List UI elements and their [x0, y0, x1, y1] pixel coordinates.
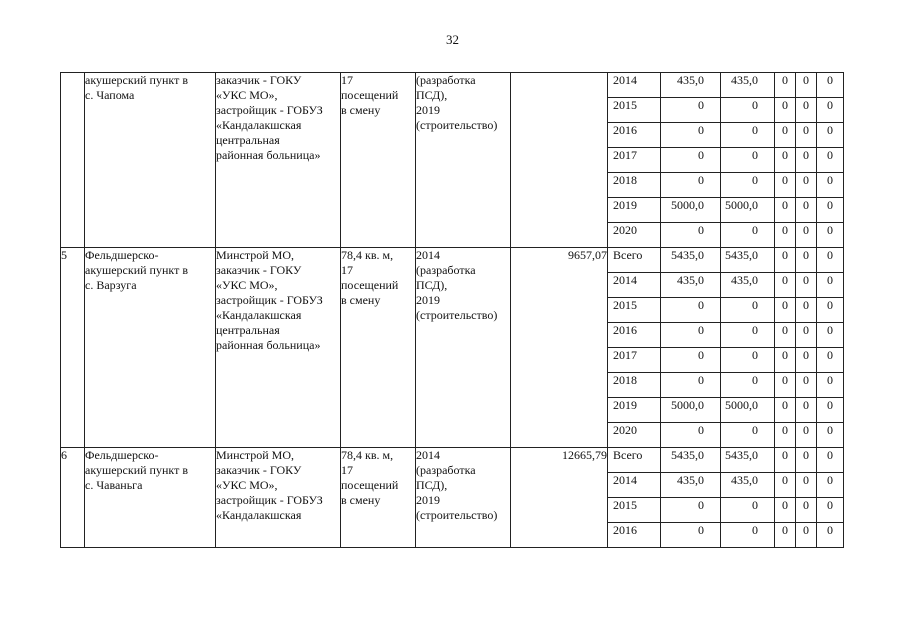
amount-cell: 0: [817, 373, 844, 398]
capacity-cell-text: 78,4 кв. м, 17 посещений в смену: [341, 448, 399, 507]
amount-cell: 5435,0: [721, 248, 775, 273]
cost-cell: [511, 73, 608, 248]
amount-cell: 0: [775, 223, 796, 248]
amount-cell: 435,0: [661, 73, 721, 98]
amount-cell: 0: [775, 273, 796, 298]
amount-cell: 0: [775, 173, 796, 198]
amount-cell: 0: [721, 223, 775, 248]
customer-cell-text: Минстрой МО, заказчик - ГОКУ «УКС МО», застройщик - ГОБУЗ «Кандалакшская центральная районная больница»: [216, 248, 323, 352]
amount-cell: 0: [796, 423, 817, 448]
customer-cell-text: Минстрой МО, заказчик - ГОКУ «УКС МО», застройщик - ГОБУЗ «Кандалакшская: [216, 448, 323, 522]
amount-cell: 0: [796, 148, 817, 173]
row-number: [61, 448, 85, 548]
amount-cell: 0: [817, 273, 844, 298]
amount-cell: 0: [721, 348, 775, 373]
year-cell: Всего: [608, 248, 661, 273]
amount-cell: 0: [775, 498, 796, 523]
amount-cell: 0: [661, 98, 721, 123]
amount-cell: 0: [817, 173, 844, 198]
amount-cell: 0: [796, 173, 817, 198]
amount-cell: 0: [661, 323, 721, 348]
year-cell: 2015: [608, 498, 661, 523]
amount-cell: 435,0: [721, 473, 775, 498]
amount-cell: 0: [796, 248, 817, 273]
year-cell: 2014: [608, 473, 661, 498]
table-row: [61, 448, 844, 473]
amount-cell: 0: [661, 298, 721, 323]
amount-cell: 0: [721, 148, 775, 173]
cost-cell: [511, 248, 608, 448]
amount-cell: 0: [721, 123, 775, 148]
amount-cell: 0: [721, 498, 775, 523]
amount-cell: 0: [775, 398, 796, 423]
amount-cell: 0: [817, 198, 844, 223]
amount-cell: 0: [721, 423, 775, 448]
amount-cell: 435,0: [721, 273, 775, 298]
amount-cell: 0: [775, 373, 796, 398]
year-cell: 2014: [608, 73, 661, 98]
amount-cell: 0: [721, 523, 775, 548]
period-cell: [416, 448, 511, 548]
amount-cell: 435,0: [661, 473, 721, 498]
customer-cell-text: заказчик - ГОКУ «УКС МО», застройщик - ГОБУЗ «Кандалакшская центральная районная больница»: [216, 73, 323, 162]
amount-cell: 0: [721, 173, 775, 198]
amount-cell: 0: [796, 198, 817, 223]
year-cell: 2020: [608, 423, 661, 448]
amount-cell: 0: [796, 298, 817, 323]
amount-cell: 0: [661, 523, 721, 548]
year-cell: 2019: [608, 398, 661, 423]
amount-cell: 0: [775, 98, 796, 123]
period-cell: [416, 248, 511, 448]
row-number: [61, 73, 85, 248]
amount-cell: 0: [775, 523, 796, 548]
amount-cell: 0: [817, 348, 844, 373]
cost-cell-text: 12665,79: [562, 448, 607, 462]
amount-cell: 5435,0: [661, 448, 721, 473]
amount-cell: 0: [775, 323, 796, 348]
amount-cell: 0: [796, 498, 817, 523]
amount-cell: 0: [775, 448, 796, 473]
capacity-cell-text: 17 посещений в смену: [341, 73, 399, 117]
amount-cell: 0: [796, 223, 817, 248]
customer-cell: [216, 448, 341, 548]
year-cell: 2015: [608, 298, 661, 323]
amount-cell: 0: [661, 173, 721, 198]
amount-cell: 0: [796, 373, 817, 398]
amount-cell: 0: [721, 98, 775, 123]
amount-cell: 0: [817, 498, 844, 523]
capacity-cell: [341, 448, 416, 548]
customer-cell: [216, 73, 341, 248]
amount-cell: 0: [775, 348, 796, 373]
amount-cell: 0: [817, 523, 844, 548]
amount-cell: 0: [817, 148, 844, 173]
amount-cell: 0: [817, 248, 844, 273]
year-cell: 2016: [608, 523, 661, 548]
period-cell-text: 2014 (разработка ПСД), 2019 (строительство): [416, 248, 498, 322]
amount-cell: 0: [775, 123, 796, 148]
amount-cell: 0: [721, 373, 775, 398]
period-cell: [416, 73, 511, 248]
amount-cell: 0: [796, 348, 817, 373]
year-cell: 2018: [608, 173, 661, 198]
investment-table: [60, 72, 844, 548]
amount-cell: 0: [817, 448, 844, 473]
amount-cell: 0: [721, 323, 775, 348]
year-cell: Всего: [608, 448, 661, 473]
amount-cell: 0: [796, 448, 817, 473]
year-cell: 2016: [608, 123, 661, 148]
year-cell: 2020: [608, 223, 661, 248]
year-cell: 2016: [608, 323, 661, 348]
amount-cell: 0: [796, 273, 817, 298]
amount-cell: 0: [796, 323, 817, 348]
table-row: [61, 248, 844, 273]
amount-cell: 0: [775, 473, 796, 498]
period-cell-text: 2014 (разработка ПСД), 2019 (строительство): [416, 448, 498, 522]
amount-cell: 0: [817, 73, 844, 98]
amount-cell: 0: [817, 223, 844, 248]
amount-cell: 0: [817, 473, 844, 498]
year-cell: 2018: [608, 373, 661, 398]
amount-cell: 435,0: [661, 273, 721, 298]
amount-cell: 0: [775, 198, 796, 223]
year-cell: 2014: [608, 273, 661, 298]
year-cell: 2019: [608, 198, 661, 223]
amount-cell: 0: [775, 298, 796, 323]
row-number-text: 5: [61, 248, 67, 262]
customer-cell: [216, 248, 341, 448]
amount-cell: 5000,0: [721, 198, 775, 223]
cost-cell-text: 9657,07: [568, 248, 607, 262]
amount-cell: 0: [661, 373, 721, 398]
amount-cell: 0: [796, 523, 817, 548]
capacity-cell-text: 78,4 кв. м, 17 посещений в смену: [341, 248, 399, 307]
amount-cell: 0: [796, 73, 817, 98]
amount-cell: 0: [775, 73, 796, 98]
amount-cell: 0: [661, 348, 721, 373]
amount-cell: 5000,0: [721, 398, 775, 423]
amount-cell: 0: [775, 248, 796, 273]
amount-cell: 5000,0: [661, 398, 721, 423]
object-name-text: Фельдшерско- акушерский пункт в с. Чаваньга: [85, 448, 188, 492]
amount-cell: 0: [661, 223, 721, 248]
amount-cell: 0: [661, 498, 721, 523]
amount-cell: 0: [661, 423, 721, 448]
amount-cell: 0: [817, 423, 844, 448]
amount-cell: 0: [817, 123, 844, 148]
cost-cell: [511, 448, 608, 548]
page-number: 32: [446, 32, 459, 47]
capacity-cell: [341, 73, 416, 248]
amount-cell: 0: [817, 98, 844, 123]
row-number-text: 6: [61, 448, 67, 462]
amount-cell: 0: [661, 123, 721, 148]
year-cell: 2017: [608, 148, 661, 173]
table-row: [61, 73, 844, 98]
period-cell-text: (разработка ПСД), 2019 (строительство): [416, 73, 498, 132]
year-cell: 2017: [608, 348, 661, 373]
object-name-text: акушерский пункт в с. Чапома: [85, 73, 188, 102]
amount-cell: 5435,0: [721, 448, 775, 473]
capacity-cell: [341, 248, 416, 448]
object-name: [85, 248, 216, 448]
object-name-text: Фельдшерско- акушерский пункт в с. Варзуга: [85, 248, 188, 292]
object-name: [85, 448, 216, 548]
amount-cell: 0: [661, 148, 721, 173]
amount-cell: 0: [721, 298, 775, 323]
amount-cell: 0: [817, 398, 844, 423]
amount-cell: 5435,0: [661, 248, 721, 273]
amount-cell: 5000,0: [661, 198, 721, 223]
amount-cell: 0: [817, 323, 844, 348]
year-cell: 2015: [608, 98, 661, 123]
amount-cell: 0: [796, 398, 817, 423]
amount-cell: 0: [817, 298, 844, 323]
amount-cell: 0: [796, 123, 817, 148]
amount-cell: 435,0: [721, 73, 775, 98]
amount-cell: 0: [775, 148, 796, 173]
amount-cell: 0: [796, 98, 817, 123]
object-name: [85, 73, 216, 248]
row-number: [61, 248, 85, 448]
amount-cell: 0: [775, 423, 796, 448]
amount-cell: 0: [796, 473, 817, 498]
